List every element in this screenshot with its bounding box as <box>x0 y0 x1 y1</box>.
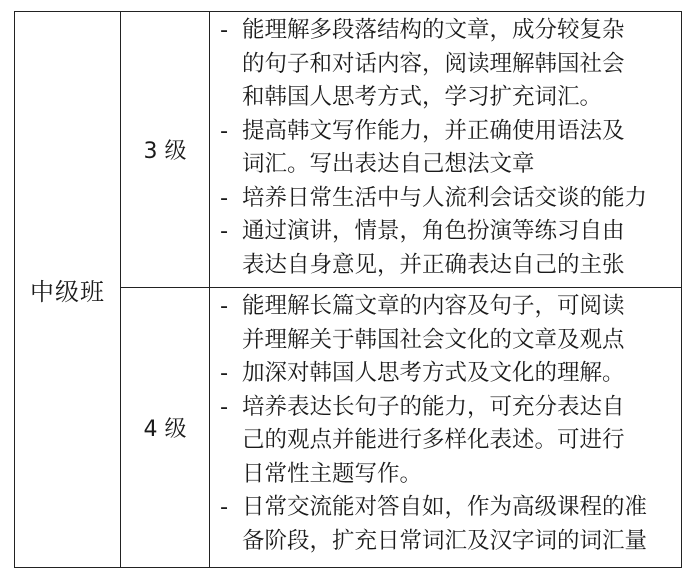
item-text-line: 培养表达长句子的能力，可充分表达自 <box>242 393 625 420</box>
bullet-dash: - <box>220 17 229 43</box>
level-cell-4 <box>120 287 210 568</box>
bullet-dash: - <box>220 360 229 386</box>
list-item <box>220 115 677 182</box>
list-item <box>220 215 677 282</box>
bullet-dash: - <box>220 218 229 244</box>
item-text-line: 培养日常生活中与人流利会话交谈的能力 <box>242 184 648 211</box>
item-text-line: 加深对韩国人思考方式及文化的理解。 <box>242 360 625 386</box>
item-text-line: 能理解长篇文章的内容及句子，可阅读 <box>242 293 625 319</box>
item-text-line: 的句子和对话内容，阅读理解韩国社会 <box>242 50 625 77</box>
list-item <box>220 290 677 357</box>
level-4-description-cell <box>209 287 682 568</box>
item-text-line: 备阶段，扩充日常词汇及汉字词的词汇量 <box>242 527 648 554</box>
item-text-line: 能理解多段落结构的文章，成分较复杂 <box>242 17 625 43</box>
level-4-item-list <box>220 290 677 558</box>
class-cell <box>14 11 121 568</box>
class-label: 中级班 <box>30 278 105 306</box>
list-item <box>220 491 677 558</box>
level-label-4: 4 级 <box>143 417 187 442</box>
curriculum-table <box>14 11 682 568</box>
level-3-item-list <box>220 14 677 282</box>
bullet-dash: - <box>220 184 229 211</box>
item-text-line: 并理解关于韩国社会文化的文章及观点 <box>242 326 625 353</box>
item-text-line: 日常性主题写作。 <box>242 460 423 487</box>
item-text-line: 己的观点并能进行多样化表述。可进行 <box>242 427 625 453</box>
item-text-line: 表达自身意见，并正确表达自己的主张 <box>242 251 625 278</box>
level-cell-3 <box>120 11 210 288</box>
item-text-line: 词汇。写出表达自己想法文章 <box>242 151 535 177</box>
bullet-dash: - <box>220 393 229 420</box>
bullet-dash: - <box>220 117 229 144</box>
bullet-dash: - <box>220 494 229 520</box>
item-text-line: 通过演讲，情景，角色扮演等练习自由 <box>242 218 625 244</box>
list-item <box>220 357 677 391</box>
list-item <box>220 391 677 492</box>
level-3-description-cell <box>209 11 682 288</box>
bullet-dash: - <box>220 293 229 319</box>
list-item <box>220 182 677 216</box>
item-text-line: 和韩国人思考方式，学习扩充词汇。 <box>242 84 603 110</box>
list-item <box>220 14 677 115</box>
item-text-line: 提高韩文写作能力，并正确使用语法及 <box>242 117 625 144</box>
item-text-line: 日常交流能对答自如，作为高级课程的准 <box>242 494 648 520</box>
level-label-3: 3 级 <box>143 139 187 164</box>
